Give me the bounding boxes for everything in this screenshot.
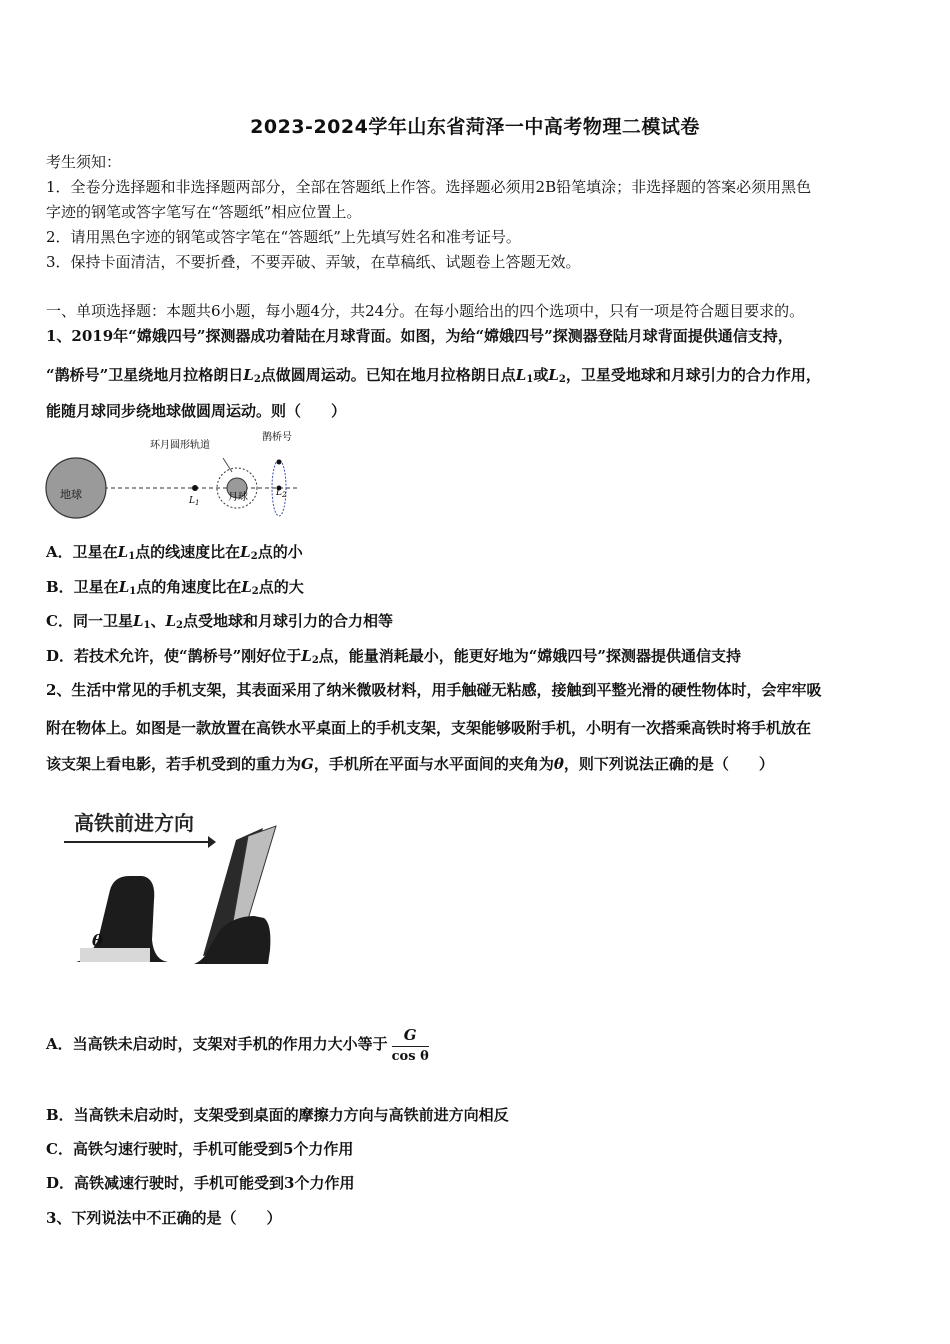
notice-item-1: 1．全卷分选择题和非选择题两部分，全部在答题纸上作答。选择题必须用2B铅笔填涂；非选择题的答案必须用黑色 bbox=[46, 178, 812, 196]
notice-heading: 考生须知： bbox=[46, 153, 122, 171]
earth-moon-diagram bbox=[40, 428, 310, 528]
phone-holder-figure bbox=[58, 800, 293, 980]
q2-option-d: D．高铁减速行驶时，手机可能受到3个力作用 bbox=[46, 1174, 355, 1192]
right-stand bbox=[194, 916, 270, 964]
l1-label: $L_1$ bbox=[189, 496, 200, 507]
theta-label: θ bbox=[92, 931, 103, 950]
left-stand-base bbox=[80, 948, 150, 962]
q2-stem-line3: 该支架上看电影，若手机受到的重力为G，手机所在平面与水平面间的夹角为θ，则下列说法正确的是（ ） bbox=[46, 755, 774, 773]
q2-option-a: A．当高铁未启动时，支架对手机的作用力大小等于 $\frac{G}{\text{cos θ}}$ bbox=[46, 1020, 429, 1068]
orbit-pointer bbox=[223, 458, 232, 472]
direction-label: 高铁前进方向 bbox=[74, 811, 194, 835]
moon-label: 月球 bbox=[228, 492, 248, 503]
l2-label: $L_2$ bbox=[276, 488, 287, 499]
q1-stem-line1: 1、2019年“嫦娥四号”探测器成功着陆在月球背面。如图，为给“嫦娥四号”探测器登陆月球背面提供通信支持， bbox=[46, 327, 793, 345]
relay-label: 鹊桥号 bbox=[262, 432, 292, 443]
notice-item-1-cont: 字迹的钢笔或答字笔写在“答题纸”相应位置上。 bbox=[46, 203, 362, 221]
direction-arrow-head bbox=[208, 836, 216, 848]
earth-label: 地球 bbox=[60, 488, 82, 501]
q1-option-b: B．卫星在$L_1$点的角速度比在$L_2$点的大 bbox=[46, 578, 304, 597]
fraction: $\frac{G}{\text{cos θ}}$ bbox=[391, 1025, 429, 1064]
q1-stem-line2: “鹊桥号”卫星绕地月拉格朗日$L_2$点做圆周运动。已知在地月拉格朗日点$L_1$或$L_2$，卫星受地球和月球引力的合力作用， bbox=[46, 366, 821, 385]
q2-option-b: B．当高铁未启动时，支架受到桌面的摩擦力方向与高铁前进方向相反 bbox=[46, 1106, 509, 1124]
q1-option-d: D．若技术允许，使“鹊桥号”刚好位于$L_2$点，能量消耗最小，能更好地为“嫦娥四号”探测器提供通信支持 bbox=[46, 647, 742, 666]
q1-stem-line3: 能随月球同步绕地球做圆周运动。则（ ） bbox=[46, 402, 347, 420]
page-title: 2023-2024学年山东省菏泽一中高考物理二模试卷 bbox=[250, 116, 700, 138]
q2-stem-line2: 附在物体上。如图是一款放置在高铁水平桌面上的手机支架，支架能够吸附手机，小明有一次搭乘高铁时将手机放在 bbox=[46, 719, 812, 737]
notice-item-3: 3．保持卡面清洁，不要折叠，不要弄破、弄皱，在草稿纸、试题卷上答题无效。 bbox=[46, 253, 581, 271]
relay-satellite bbox=[277, 460, 282, 465]
q2-option-c: C．高铁匀速行驶时，手机可能受到5个力作用 bbox=[46, 1140, 354, 1158]
notice-item-2: 2．请用黑色字迹的钢笔或答字笔在“答题纸”上先填写姓名和准考证号。 bbox=[46, 228, 521, 246]
q1-option-a: A．卫星在$L_1$点的线速度比在$L_2$点的小 bbox=[46, 543, 303, 562]
orbit-label: 环月圆形轨道 bbox=[150, 440, 210, 451]
section-heading: 一、单项选择题：本题共6小题，每小题4分，共24分。在每小题给出的四个选项中，只有一项是符合题目要求的。 bbox=[46, 302, 805, 320]
q3-stem: 3、下列说法中不正确的是（ ） bbox=[46, 1209, 282, 1227]
l1-point bbox=[192, 485, 198, 491]
q2-stem-line1: 2、生活中常见的手机支架，其表面采用了纳米微吸材料，用手触碰无粘感，接触到平整光滑的硬性物体时，会牢牢吸 bbox=[46, 681, 822, 699]
q1-option-c: C．同一卫星$L_1$、$L_2$点受地球和月球引力的合力相等 bbox=[46, 612, 394, 631]
